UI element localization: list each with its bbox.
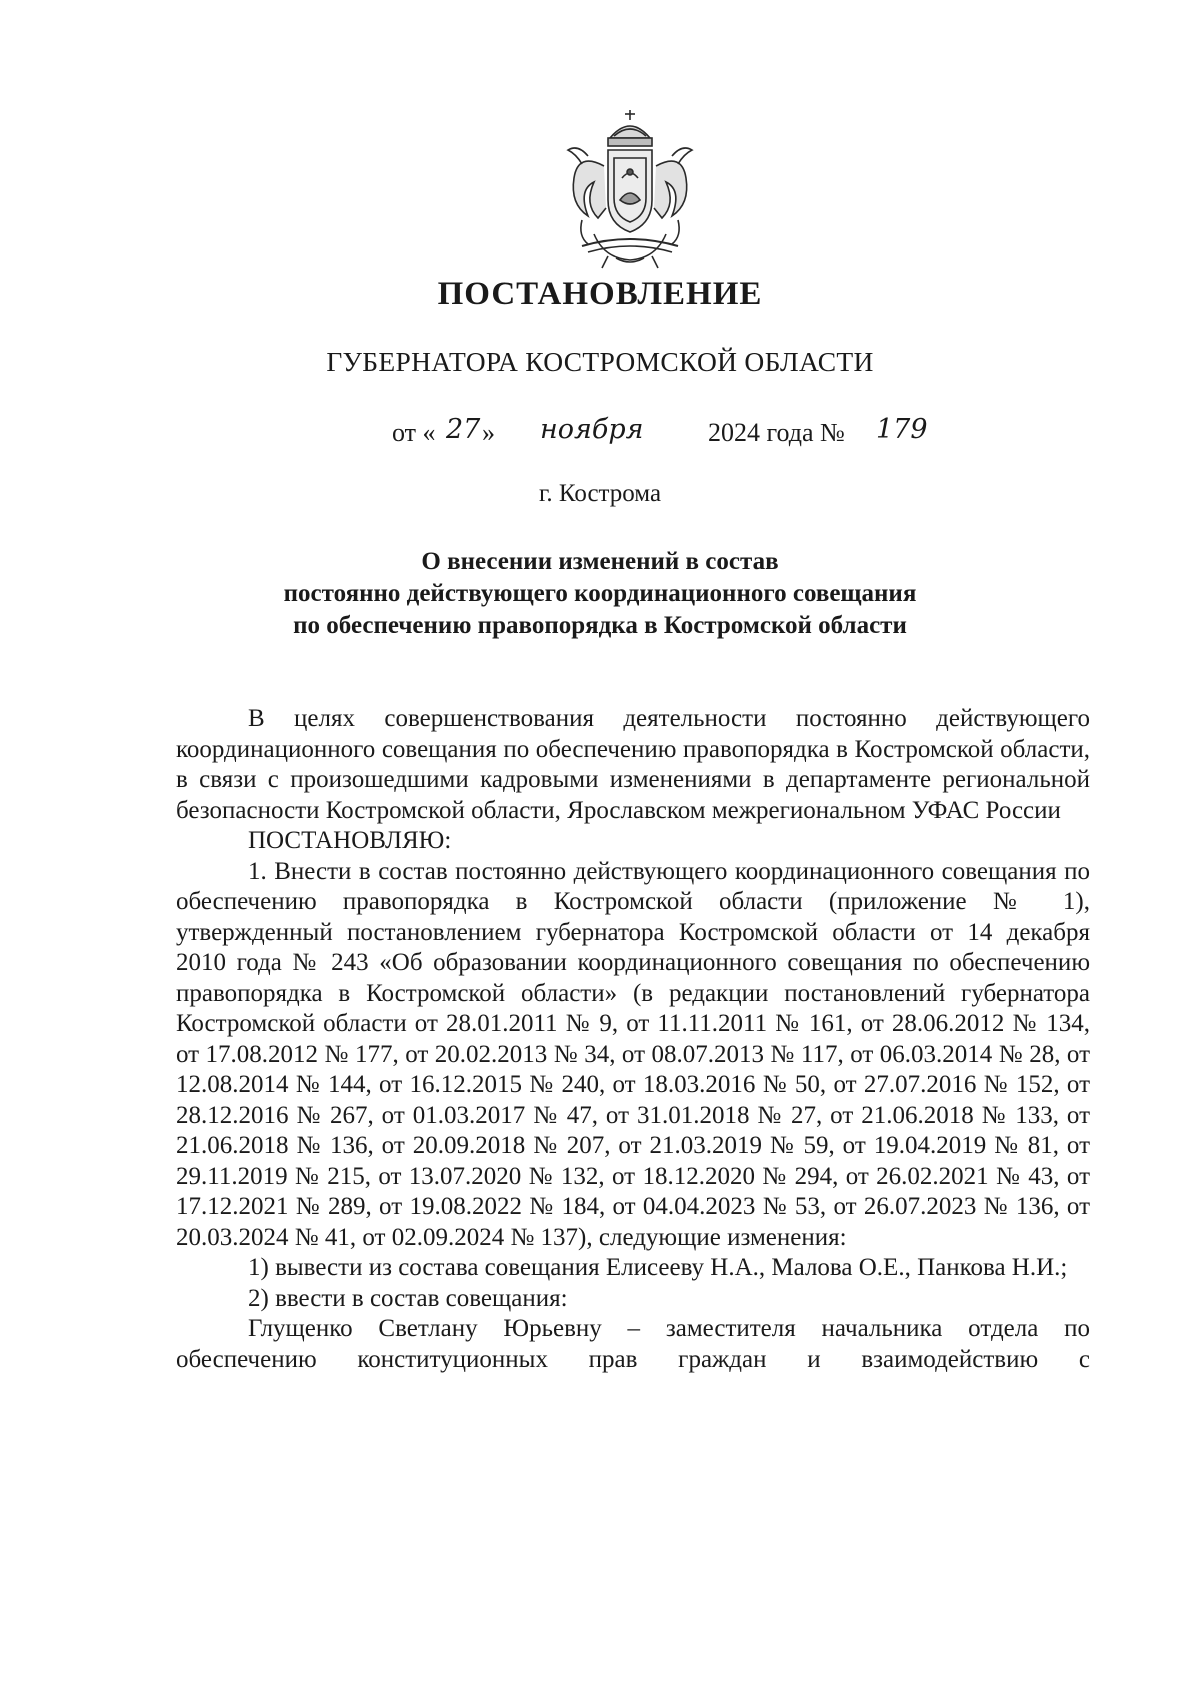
subitem-1-paragraph: 1) вывести из состава совещания Елисееву Н.А., Малова О.Е., Панкова Н.И.; bbox=[248, 1254, 1068, 1281]
issuing-authority: ГУБЕРНАТОРА КОСТРОМСКОЙ ОБЛАСТИ bbox=[326, 346, 874, 377]
date-day-close: » bbox=[482, 418, 495, 447]
appointee-paragraph: Глущенко Светлану Юрьевну – заместителя начальника отдела по обеспечению конституционных прав граждан и взаимодействию с bbox=[176, 1315, 1090, 1373]
handwritten-month: ноября bbox=[540, 414, 644, 445]
date-number-line bbox=[0, 414, 1200, 456]
subject-line: постоянно действующего координационного совещания bbox=[283, 580, 917, 607]
city-line: г. Кострома bbox=[538, 480, 662, 507]
subject-line: по обеспечению правопорядка в Костромской области bbox=[293, 612, 907, 639]
year-and-number-label: 2024 года № bbox=[708, 418, 845, 447]
document-subject bbox=[0, 546, 1200, 642]
document-type-heading: ПОСТАНОВЛЕНИЕ bbox=[437, 276, 763, 312]
item-1-paragraph: 1. Внести в состав постоянно действующего координационного совещания по обеспечению правопорядка в Костромской области (приложение № 1), утвержденный постановлением губернатора Костромской области от 14 декабря 2010 года № 243 «Об образовании координационного совещания по обеспечению правопорядка в Костромской области» (в редакции постановлений губернатора Костромской области от 28.01.2011 № 9, от 11.11.2011 № 161, от 28.06.2012 № 134, от 17.08.2012 № 177, от 20.02.2013 № 34, от 08.07.2013 № 117, от 06.03.2014 № 28, от 12.08.2014 № 144, от 16.12.2015 № 240, от 18.03.2016 № 50, от 27.07.2016 № 152, от 28.12.2016 № 267, от 01.03.2017 № 47, от 31.01.2018 № 27, от 21.06.2018 № 133, от 21.06.2018 № 136, от 20.09.2018 № 207, от 21.03.2019 № 59, от 19.04.2019 № 81, от 29.11.2019 № 215, от 13.07.2020 № 132, от 18.12.2020 № 294, от 26.02.2021 № 43, от 17.12.2021 № 289, от 19.08.2022 № 184, от 04.04.2023 № 53, от 26.07.2023 № 136, от 20.03.2024 № 41, от 02.09.2024 № 137), следующие изменения: bbox=[176, 857, 1090, 1251]
subject-line: О внесении изменений в состав bbox=[421, 548, 779, 575]
handwritten-day: 27 bbox=[446, 414, 481, 445]
handwritten-number: 179 bbox=[876, 414, 928, 445]
date-prefix: от « bbox=[392, 418, 436, 447]
resolve-heading: ПОСТАНОВЛЯЮ: bbox=[248, 827, 452, 854]
preamble-paragraph: В целях совершенствования деятельности постоянно действующего координационного совещания по обеспечению правопорядка в Костромской области, в связи с произошедшими кадровыми изменениями в департаменте региональной безопасности Костромской области, Ярославском межрегиональном УФАС России bbox=[176, 705, 1090, 824]
coat-of-arms-emblem bbox=[548, 108, 712, 272]
document-body bbox=[176, 704, 1090, 1375]
subitem-2-paragraph: 2) ввести в состав совещания: bbox=[248, 1284, 568, 1312]
